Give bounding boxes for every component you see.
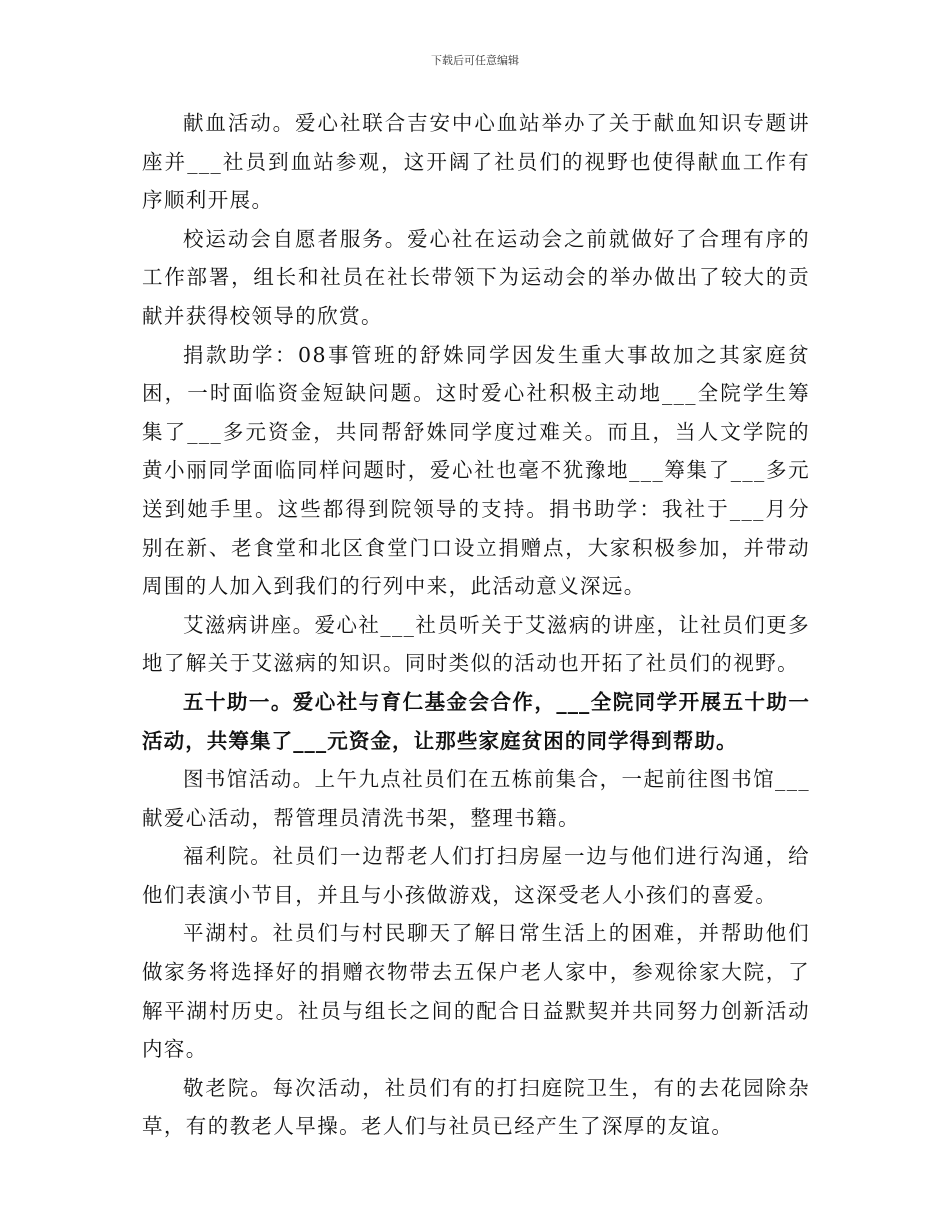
paragraph-library: 图书馆活动。上午九点社员们在五栋前集合，一起前往图书馆___献爱心活动，帮管理员清洗书架，整理书籍。 bbox=[142, 767, 810, 830]
paragraph-pinghu-village: 平湖村。社员们与村民聊天了解日常生活上的困难，并帮助他们做家务将选择好的捐赠衣物带去五保户老人家中，参观徐家大院，了解平湖村历史。社员与组长之间的配合日益默契并共同努力创新活动内容。 bbox=[142, 921, 810, 1062]
paragraph-nursing-home: 敬老院。每次活动，社员们有的打扫庭院卫生，有的去花园除杂草，有的教老人早操。老人们与社员已经产生了深厚的友谊。 bbox=[142, 1075, 810, 1139]
paragraph-welfare-home: 福利院。社员们一边帮老人们打扫房屋一边与他们进行沟通，给他们表演小节目，并且与小孩做游戏，这深受老人小孩们的喜爱。 bbox=[142, 844, 810, 907]
paragraph-aids-lecture: 艾滋病讲座。爱心社___社员听关于艾滋病的讲座，让社员们更多地了解关于艾滋病的知识。同时类似的活动也开拓了社员们的视野。 bbox=[142, 612, 810, 676]
page-header: 下载后可任意编辑 bbox=[431, 54, 519, 67]
document-body bbox=[142, 104, 810, 1146]
paragraph-blood-donation: 献血活动。爱心社联合吉安中心血站举办了关于献血知识专题讲座并___社员到血站参观，这开阔了社员们的视野也使得献血工作有序顺利开展。 bbox=[142, 111, 810, 213]
paragraph-sports-volunteer: 校运动会自愿者服务。爱心社在运动会之前就做好了合理有序的工作部署，组长和社员在社长带领下为运动会的举办做出了较大的贡献并获得校领导的欣赏。 bbox=[142, 226, 810, 328]
paragraph-donation-aid: 捐款助学：08事管班的舒姝同学因发生重大事故加之其家庭贫困，一时面临资金短缺问题。这时爱心社积极主动地___全院学生筹集了___多元资金，共同帮舒姝同学度过难关。而且，当人文学院的黄小丽同学面临同样问题时，爱心社也毫不犹豫地___筹集了___多元送到她手里。这些都得到院领导的支持。捐书助学：我社于___月分别在新、老食堂和北区食堂门口设立捐赠点，大家积极参加，并带动周围的人加入到我们的行列中来，此活动意义深远。 bbox=[142, 342, 810, 599]
paragraph-fifty-help-one: 五十助一。爱心社与育仁基金会合作，___全院同学开展五十助一活动，共筹集了___元资金，让那些家庭贫困的同学得到帮助。 bbox=[142, 689, 810, 753]
